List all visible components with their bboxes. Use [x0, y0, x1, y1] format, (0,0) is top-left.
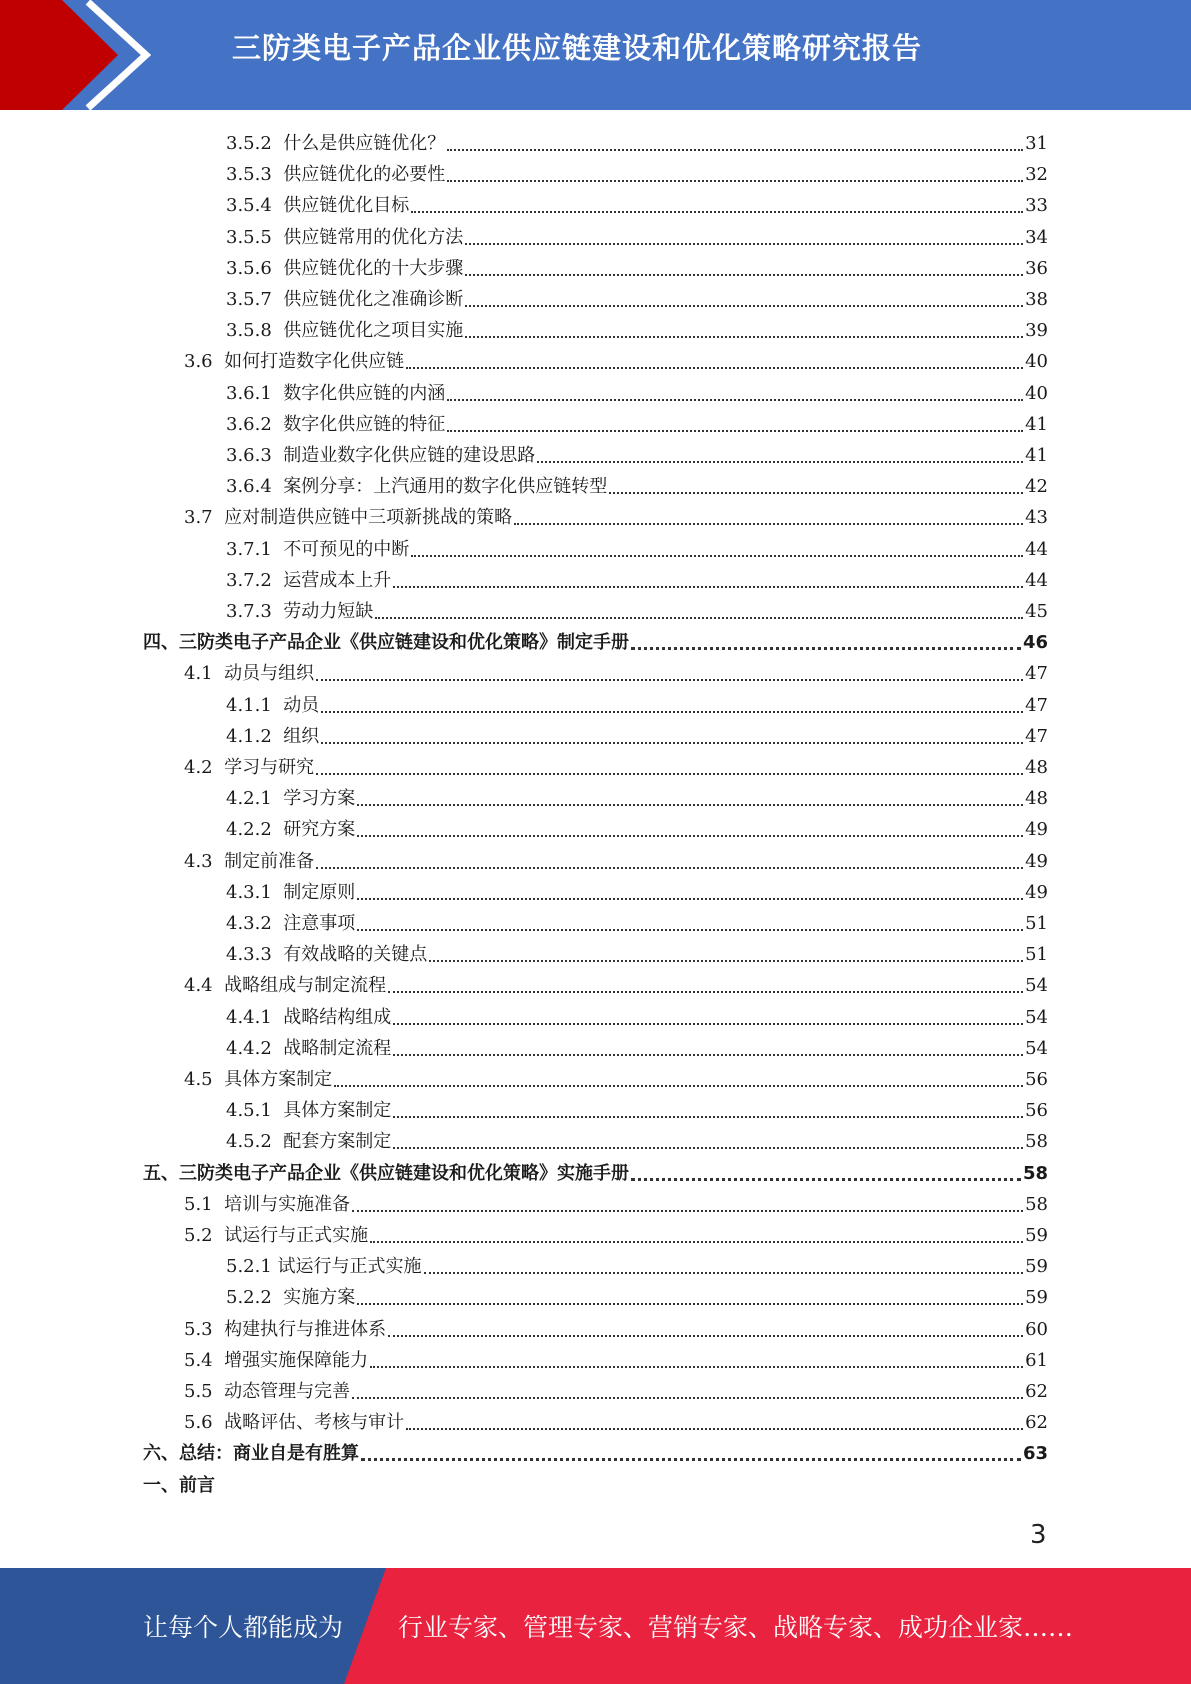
- toc-leader-dots: [321, 742, 1023, 744]
- toc-leader-dots: [514, 523, 1023, 525]
- toc-leader-dots: [370, 1366, 1023, 1368]
- toc-entry-number: 3.6.3: [226, 445, 284, 466]
- report-title: 三防类电子产品企业供应链建设和优化策略研究报告: [232, 31, 923, 65]
- toc-entry[interactable]: [226, 534, 1048, 565]
- toc-entry-page: 44: [1025, 538, 1048, 560]
- toc-entry[interactable]: [226, 1251, 1048, 1282]
- toc-entry[interactable]: [226, 222, 1048, 253]
- toc-entry[interactable]: [226, 814, 1048, 845]
- footer-slogan-left: 让每个人都能成为: [143, 1613, 344, 1642]
- toc-entry[interactable]: [184, 1189, 1048, 1220]
- toc-entry[interactable]: [226, 1126, 1048, 1157]
- toc-leader-dots: [393, 1023, 1023, 1025]
- toc-entry[interactable]: [143, 627, 1048, 658]
- toc-entry[interactable]: [184, 1064, 1048, 1095]
- toc-entry-title: 制定原则: [283, 881, 356, 903]
- toc-entry-number: 4.2.1: [226, 788, 284, 810]
- toc-entry[interactable]: [143, 1438, 1048, 1469]
- toc-entry-title: 战略制定流程: [283, 1037, 392, 1059]
- toc-entry-number: 5.2.1: [226, 1256, 278, 1278]
- toc-entry-number: 3.5.2: [226, 133, 284, 154]
- toc-entry-number: 3.5.6: [226, 257, 284, 279]
- toc-entry-number: 3.7.1: [226, 538, 284, 560]
- toc-entry-title: 具体方案制定: [283, 1100, 392, 1122]
- toc-entry-page: 51: [1025, 913, 1048, 934]
- toc-entry-page: 61: [1025, 1349, 1048, 1371]
- toc-entry-number: 3.6.1: [226, 382, 284, 404]
- toc-entry-page: 54: [1025, 1037, 1048, 1059]
- toc-entry-number: 5.2: [184, 1225, 225, 1246]
- toc-leader-dots: [465, 336, 1023, 338]
- toc-entry-title: 劳动力短缺: [283, 601, 374, 622]
- toc-entry-title: 具体方案制定: [224, 1069, 333, 1090]
- toc-entry-page: 44: [1025, 569, 1048, 591]
- toc-entry-title: 制定前准备: [224, 850, 315, 872]
- toc-leader-dots: [537, 461, 1023, 463]
- toc-entry-number: 4.4.2: [226, 1037, 284, 1059]
- toc-leader-dots: [447, 430, 1023, 432]
- toc-entry-title: 如何打造数字化供应链: [224, 351, 405, 373]
- toc-entry-title: 试运行与正式实施: [224, 1225, 369, 1246]
- toc-entry-title: 运营成本上升: [283, 569, 392, 591]
- toc-leader-dots: [411, 211, 1023, 213]
- toc-leader-dots: [447, 149, 1023, 151]
- toc-entry[interactable]: [184, 752, 1048, 783]
- toc-entry-title: 数字化供应链的内涵: [283, 382, 446, 404]
- toc-entry-page: 54: [1025, 975, 1048, 997]
- toc-entry-page: 59: [1025, 1256, 1048, 1278]
- toc-entry-page: 34: [1025, 226, 1048, 248]
- toc-entry-page: 59: [1025, 1287, 1048, 1309]
- toc-entry[interactable]: [226, 690, 1048, 721]
- toc-entry-number: 4.1: [184, 663, 225, 685]
- toc-entry-title: 六、总结：商业自是有胜算: [143, 1443, 359, 1465]
- toc-entry-number: 4.3.2: [226, 913, 284, 934]
- toc-leader-dots: [465, 305, 1023, 307]
- toc-leader-dots: [465, 243, 1023, 245]
- toc-entry-title: 战略组成与制定流程: [224, 975, 387, 997]
- toc-entry-number: 5.5: [184, 1381, 225, 1402]
- toc-entry-title: 注意事项: [283, 913, 356, 934]
- toc-entry-number: 3.5.3: [226, 164, 284, 186]
- toc-entry-page: 42: [1025, 476, 1048, 498]
- toc-entry-page: 47: [1025, 663, 1048, 685]
- toc-entry-number: 4.3: [184, 850, 225, 872]
- toc-entry-page: 32: [1025, 164, 1048, 186]
- toc-entry-number: 4.1.2: [226, 725, 284, 747]
- toc-entry[interactable]: [226, 440, 1048, 471]
- toc-entry-page: 41: [1025, 413, 1048, 435]
- toc-entry-title: 应对制造供应链中三项新挑战的策略: [224, 507, 513, 529]
- toc-leader-dots: [388, 991, 1023, 993]
- toc-entry-number: 4.5.2: [226, 1131, 284, 1153]
- toc-entry-number: 4.4: [184, 975, 225, 997]
- toc-leader-dots: [631, 1178, 1021, 1181]
- toc-entry[interactable]: [226, 596, 1048, 627]
- toc-entry-number: 3.6: [184, 351, 225, 373]
- toc-leader-dots: [631, 647, 1021, 650]
- toc-entry-title: 什么是供应链优化？: [283, 133, 446, 154]
- toc-entry-number: 4.5: [184, 1069, 225, 1090]
- toc-entry[interactable]: [226, 1282, 1048, 1313]
- toc-entry-page: 40: [1025, 351, 1048, 373]
- toc-entry-page: 47: [1025, 694, 1048, 716]
- toc-entry-page: 56: [1025, 1100, 1048, 1122]
- toc-entry-page: 39: [1025, 320, 1048, 342]
- toc-entry[interactable]: [226, 908, 1048, 939]
- toc-entry-number: 3.5.5: [226, 226, 284, 248]
- toc-entry-page: 59: [1025, 1225, 1048, 1246]
- toc-leader-dots: [352, 1210, 1023, 1212]
- toc-entry-number: 4.3.1: [226, 881, 284, 903]
- toc-entry-title: 供应链优化目标: [283, 195, 410, 217]
- toc-entry-number: 3.5.8: [226, 320, 284, 342]
- toc-entry-number: 4.4.1: [226, 1006, 284, 1028]
- toc-entry-page: 54: [1025, 1006, 1048, 1028]
- toc-entry[interactable]: [184, 346, 1048, 377]
- header-arrow-decoration: [0, 0, 160, 110]
- toc-leader-dots: [393, 586, 1023, 588]
- toc-leader-dots: [357, 929, 1023, 931]
- toc-entry-number: 3.6.4: [226, 476, 284, 498]
- toc-leader-dots: [609, 492, 1023, 494]
- toc-entry[interactable]: [226, 284, 1048, 315]
- toc-entry-title: 供应链优化的必要性: [283, 164, 446, 186]
- toc-leader-dots: [393, 1054, 1023, 1056]
- toc-entry-title: 五、三防类电子产品企业《供应链建设和优化策略》实施手册: [143, 1162, 629, 1184]
- toc-entry-number: 4.3.3: [226, 944, 284, 966]
- footer-slogan-right: 行业专家、管理专家、营销专家、战略专家、成功企业家……: [398, 1613, 1074, 1642]
- toc-entry-page: 62: [1025, 1381, 1048, 1402]
- toc-entry-number: 3.7: [184, 507, 225, 529]
- toc-entry-number: 3.7.3: [226, 601, 284, 622]
- toc-entry-title: 学习方案: [283, 788, 356, 810]
- toc-entry-title: 供应链优化的十大步骤: [283, 257, 464, 279]
- toc-entry[interactable]: [226, 1033, 1048, 1064]
- toc-entry-page: 41: [1025, 445, 1048, 466]
- toc-entry[interactable]: [226, 565, 1048, 596]
- toc-entry-title: 组织: [283, 725, 320, 747]
- toc-entry-page: 33: [1025, 195, 1048, 217]
- toc-entry-title: 动员: [283, 694, 320, 716]
- toc-entry-page: 49: [1025, 850, 1048, 872]
- toc-entry[interactable]: [226, 939, 1048, 970]
- toc-leader-dots: [447, 180, 1023, 182]
- toc-entry-page: 40: [1025, 382, 1048, 404]
- toc-entry-title: 供应链常用的优化方法: [283, 226, 464, 248]
- toc-entry-number: 4.1.1: [226, 694, 284, 716]
- toc-entry-page: 62: [1025, 1412, 1048, 1434]
- toc-leader-dots: [361, 1458, 1021, 1461]
- toc-entry[interactable]: [226, 128, 1048, 159]
- toc-leader-dots: [388, 1335, 1023, 1337]
- toc-leader-dots: [429, 960, 1023, 962]
- toc-leader-dots: [357, 804, 1023, 806]
- toc-leader-dots: [321, 711, 1023, 713]
- toc-entry-number: 5.1: [184, 1193, 225, 1215]
- toc-entry-number: 4.5.1: [226, 1100, 284, 1122]
- toc-entry[interactable]: [184, 1376, 1048, 1407]
- toc-leader-dots: [352, 1397, 1023, 1399]
- toc-leader-dots: [411, 555, 1023, 557]
- toc-entry[interactable]: [184, 1220, 1048, 1251]
- toc-entry[interactable]: [184, 1407, 1048, 1438]
- toc-entry[interactable]: [226, 1002, 1048, 1033]
- toc-entry-title: 试运行与正式实施: [277, 1256, 422, 1278]
- toc-leader-dots: [465, 274, 1023, 276]
- toc-entry-title: 动态管理与完善: [224, 1381, 351, 1402]
- toc-entry[interactable]: [226, 721, 1048, 752]
- toc-entry-page: 58: [1025, 1193, 1048, 1215]
- toc-leader-dots: [357, 1303, 1023, 1305]
- toc-entry-title: 构建执行与推进体系: [224, 1318, 387, 1340]
- toc-leader-dots: [393, 1116, 1023, 1118]
- toc-entry-title: 学习与研究: [224, 757, 315, 778]
- toc-entry[interactable]: [226, 877, 1048, 908]
- toc-leader-dots: [357, 898, 1023, 900]
- toc-entry-title: 供应链优化之准确诊断: [283, 289, 464, 310]
- toc-entry[interactable]: [184, 1314, 1048, 1345]
- toc-entry-title: 战略评估、考核与审计: [224, 1412, 405, 1434]
- toc-entry-title: 一、前言: [143, 1474, 215, 1496]
- toc-leader-dots: [316, 679, 1023, 681]
- toc-entry-title: 供应链优化之项目实施: [283, 320, 464, 342]
- toc-entry[interactable]: [226, 190, 1048, 221]
- toc-entry-title: 战略结构组成: [283, 1006, 392, 1028]
- toc-entry-title: 研究方案: [283, 819, 356, 841]
- toc-entry-page: 38: [1025, 289, 1048, 310]
- toc-entry-number: 3.6.2: [226, 413, 284, 435]
- header-bar: [0, 0, 1191, 110]
- toc-entry-title: 实施方案: [283, 1287, 356, 1309]
- page-number: 3: [1030, 1520, 1047, 1550]
- footer-banner: [0, 1568, 1191, 1684]
- toc-leader-dots: [406, 1428, 1023, 1430]
- toc-leader-dots: [393, 1147, 1023, 1149]
- toc-entry-title: 动员与组织: [224, 663, 315, 685]
- toc-leader-dots: [424, 1272, 1024, 1274]
- toc-entry[interactable]: [184, 846, 1048, 877]
- toc-entry-page: 36: [1025, 257, 1048, 279]
- toc-leader-dots: [316, 867, 1023, 869]
- toc-entry[interactable]: [143, 1158, 1048, 1189]
- toc-entry-page: 58: [1022, 1162, 1048, 1184]
- toc-entry-page: 48: [1025, 788, 1048, 810]
- toc-entry[interactable]: [184, 658, 1048, 689]
- toc-entry-title: 制造业数字化供应链的建设思路: [283, 445, 536, 466]
- toc-entry-number: 3.5.7: [226, 289, 284, 310]
- toc-leader-dots: [375, 617, 1023, 619]
- toc-entry-number: 3.5.4: [226, 195, 284, 217]
- toc-entry-page: 46: [1022, 632, 1048, 654]
- toc-leader-dots: [370, 1241, 1023, 1243]
- toc-entry-page: 49: [1025, 819, 1048, 841]
- toc-entry-title: 培训与实施准备: [224, 1193, 351, 1215]
- toc-entry-title: 案例分享：上汽通用的数字化供应链转型: [283, 476, 608, 498]
- toc-leader-dots: [406, 367, 1023, 369]
- toc-entry-number: 3.7.2: [226, 569, 284, 591]
- toc-entry-number: 5.3: [184, 1318, 225, 1340]
- toc-entry[interactable]: [184, 502, 1048, 533]
- toc-entry-number: 5.2.2: [226, 1287, 284, 1309]
- toc-entry-title: 数字化供应链的特征: [283, 413, 446, 435]
- toc-entry-number: 4.2: [184, 757, 225, 778]
- toc-entry[interactable]: [226, 378, 1048, 409]
- toc-entry[interactable]: [226, 783, 1048, 814]
- toc-entry-number: 4.2.2: [226, 819, 284, 841]
- toc-leader-dots: [357, 835, 1023, 837]
- toc-entry-title: 增强实施保障能力: [224, 1349, 369, 1371]
- toc-entry[interactable]: [226, 159, 1048, 190]
- toc-entry-number: 5.4: [184, 1349, 225, 1371]
- toc-entry-title: 有效战略的关键点: [283, 944, 428, 966]
- toc-entry-page: 47: [1025, 725, 1048, 747]
- toc-leader-dots: [447, 399, 1023, 401]
- toc-entry-page: 56: [1025, 1069, 1048, 1090]
- toc-entry-page: 51: [1025, 944, 1048, 966]
- toc-entry-page: 45: [1025, 601, 1048, 622]
- toc-entry[interactable]: [143, 1470, 215, 1501]
- toc-entry-title: 四、三防类电子产品企业《供应链建设和优化策略》制定手册: [143, 632, 629, 654]
- toc-entry[interactable]: [226, 315, 1048, 346]
- toc-entry-title: 不可预见的中断: [283, 538, 410, 560]
- toc-leader-dots: [334, 1085, 1023, 1087]
- toc-entry[interactable]: [226, 471, 1048, 502]
- toc-entry-page: 63: [1022, 1443, 1048, 1465]
- toc-entry-page: 58: [1025, 1131, 1048, 1153]
- toc-entry-page: 31: [1025, 133, 1048, 154]
- toc-entry-page: 49: [1025, 881, 1048, 903]
- toc-entry-page: 60: [1025, 1318, 1048, 1340]
- toc-entry[interactable]: [226, 253, 1048, 284]
- toc-leader-dots: [316, 773, 1023, 775]
- toc-entry[interactable]: [226, 409, 1048, 440]
- toc-entry-number: 5.6: [184, 1412, 225, 1434]
- toc-entry[interactable]: [226, 1095, 1048, 1126]
- toc-entry[interactable]: [184, 1345, 1048, 1376]
- toc-entry-page: 43: [1025, 507, 1048, 529]
- toc-entry[interactable]: [184, 970, 1048, 1001]
- toc-entry-title: 配套方案制定: [283, 1131, 392, 1153]
- toc-entry-page: 48: [1025, 757, 1048, 778]
